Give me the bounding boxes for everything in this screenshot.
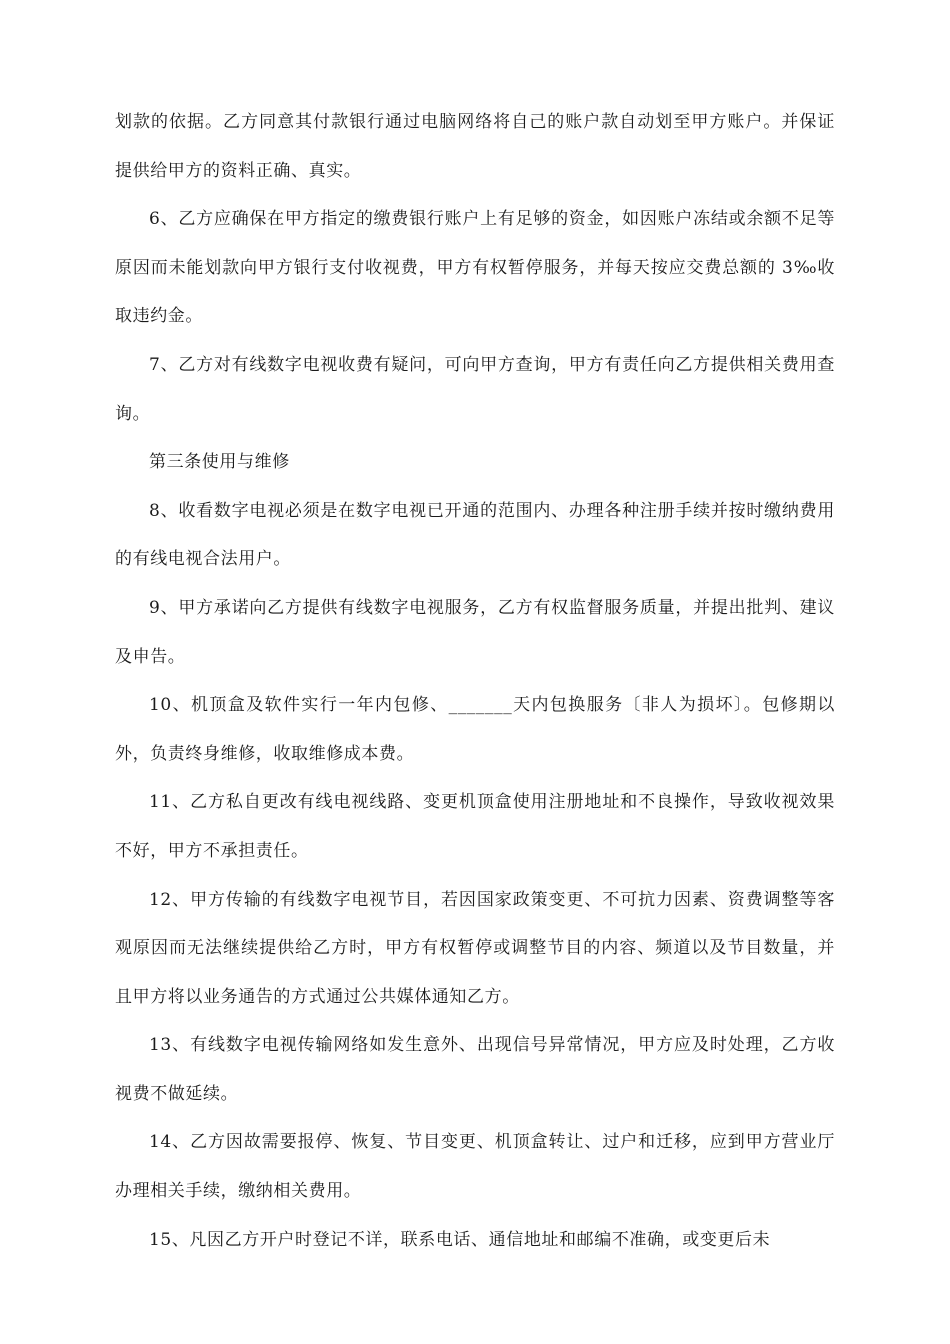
paragraph-2: 6、乙方应确保在甲方指定的缴费银行账户上有足够的资金，如因账户冻结或余额不足等原因而未能划款向甲方银行支付收视费，甲方有权暂停服务，并每天按应交费总额的 3‰收取违约金。 <box>115 209 835 327</box>
paragraph-3: 7、乙方对有线数字电视收费有疑问，可向甲方查询，甲方有责任向乙方提供相关费用查询。 <box>115 354 835 424</box>
paragraph-10: 13、有线数字电视传输网络如发生意外、出现信号异常情况，甲方应及时处理，乙方收视费不做延续。 <box>115 1035 835 1104</box>
document-body <box>115 98 835 1264</box>
paragraph-9: 12、甲方传输的有线数字电视节目，若因国家政策变更、不可抗力因素、资费调整等客观原因而无法继续提供给乙方时，甲方有权暂停或调整节目的内容、频道以及节目数量，并且甲方将以业务通告的方式通过公共媒体通知乙方。 <box>115 889 835 1007</box>
paragraph-7: 10、机顶盒及软件实行一年内包修、_______天内包换服务〔非人为损坏〕。包修期以外，负责终身维修，收取维修成本费。 <box>115 695 835 764</box>
paragraph-6: 9、甲方承诺向乙方提供有线数字电视服务，乙方有权监督服务质量，并提出批判、建议及申告。 <box>115 597 835 667</box>
paragraph-8: 11、乙方私自更改有线电视线路、变更机顶盒使用注册地址和不良操作，导致收视效果不好，甲方不承担责任。 <box>115 792 835 861</box>
paragraph-1: 划款的依据。乙方同意其付款银行通过电脑网络将自己的账户款自动划至甲方账户。并保证提供给甲方的资料正确、真实。 <box>115 112 835 181</box>
paragraph-5: 8、收看数字电视必须是在数字电视已开通的范围内、办理各种注册手续并按时缴纳费用的有线电视合法用户。 <box>115 500 835 570</box>
paragraph-11: 14、乙方因故需要报停、恢复、节目变更、机顶盒转让、过户和迁移，应到甲方营业厅办理相关手续，缴纳相关费用。 <box>115 1132 835 1202</box>
paragraph-12: 15、凡因乙方开户时登记不详，联系电话、通信地址和邮编不准确，或变更后未 <box>149 1229 771 1250</box>
section-heading: 第三条使用与维修 <box>149 452 290 473</box>
